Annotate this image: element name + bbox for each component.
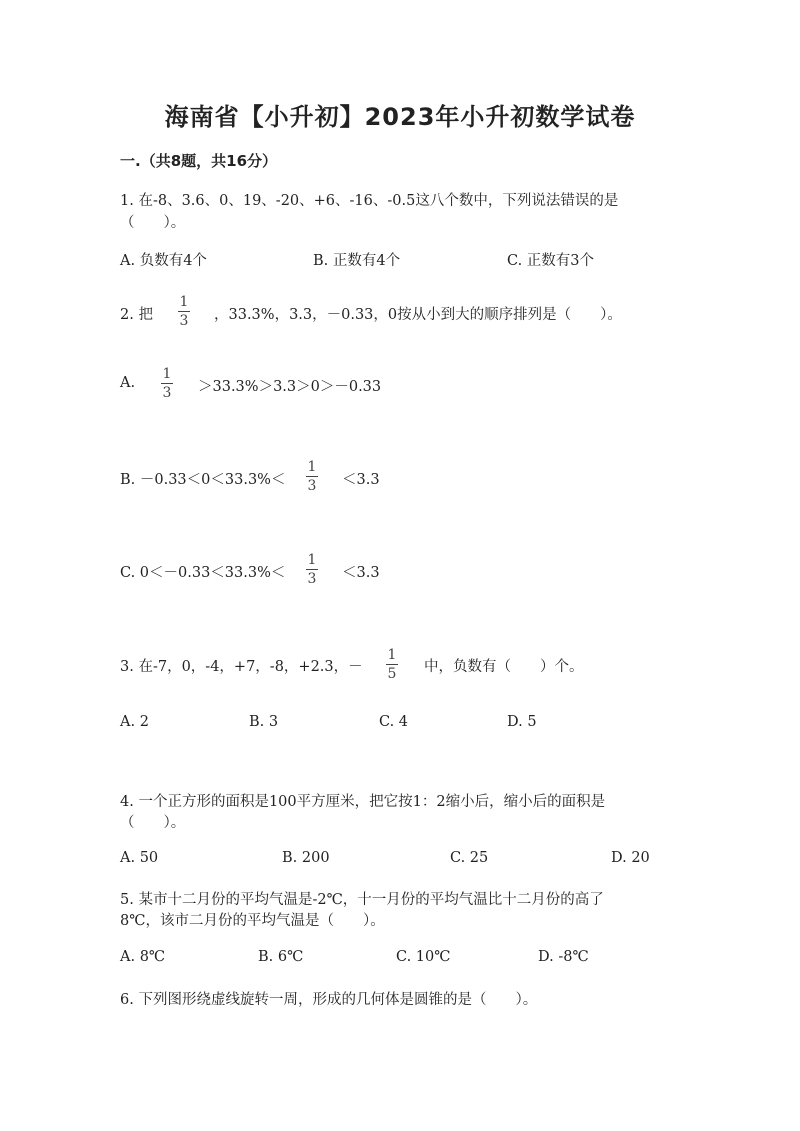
fraction-bar (386, 664, 398, 665)
question-4-option-c: C. 25 (450, 850, 489, 866)
question-2-option-a-text: ＞33.3%＞3.3＞0＞－0.33 (198, 379, 382, 395)
question-1-option-a: A. 负数有4个 (120, 253, 207, 269)
question-4-option-b: B. 200 (282, 850, 330, 866)
question-4-paren: （ ）。 (120, 815, 186, 831)
fraction-one-third (159, 366, 175, 401)
page-title: 海南省【小升初】2023年小升初数学试卷 (164, 103, 636, 131)
section-heading: 一.（共8题，共16分） (120, 152, 278, 170)
question-1-text: 1. 在-8、3.6、0、19、-20、+6、-16、-0.5这八个数中，下列说法错误的是 (120, 193, 619, 209)
fraction-denominator: 3 (307, 478, 317, 494)
question-6-text: 6. 下列图形绕虚线旋转一周，形成的几何体是圆锥的是（ ）。 (120, 992, 538, 1008)
question-1-paren: （ ）。 (120, 215, 186, 231)
fraction-one-fifth (384, 647, 400, 682)
fraction-numerator: 1 (387, 647, 397, 663)
question-5-option-d: D. -8℃ (538, 949, 589, 965)
fraction-numerator: 1 (179, 294, 189, 310)
fraction-bar (178, 311, 190, 312)
question-2-option-c-label: C. 0＜－0.33＜33.3%＜ (120, 565, 286, 581)
fraction-denominator: 5 (387, 666, 397, 682)
fraction-one-third (304, 552, 320, 587)
fraction-denominator: 3 (179, 313, 189, 329)
question-4-option-a: A. 50 (120, 850, 159, 866)
question-5-option-b: B. 6℃ (258, 949, 304, 965)
fraction-bar (306, 569, 318, 570)
question-2-option-b-text: ＜3.3 (342, 472, 380, 488)
question-2-option-c-text: ＜3.3 (342, 565, 380, 581)
question-1-option-c: C. 正数有3个 (507, 253, 595, 269)
fraction-numerator: 1 (307, 552, 317, 568)
question-2-option-a-label: A. (120, 375, 136, 391)
question-3-option-d: D. 5 (507, 714, 537, 730)
question-2-suffix: ，33.3%，3.3，－0.33，0按从小到大的顺序排列是（ ）。 (214, 307, 622, 323)
question-5-option-c: C. 10℃ (396, 949, 451, 965)
question-5-text-line2: 8℃，该市二月份的平均气温是（ ）。 (120, 913, 385, 929)
question-1-option-b: B. 正数有4个 (313, 253, 401, 269)
fraction-denominator: 3 (307, 571, 317, 587)
question-5-text: 5. 某市十二月份的平均气温是-2℃，十一月份的平均气温比十二月份的高了 (120, 892, 604, 908)
question-4-option-d: D. 20 (611, 850, 650, 866)
question-2-prefix: 2. 把 (120, 307, 153, 323)
fraction-one-third (176, 294, 192, 329)
question-5-option-a: A. 8℃ (120, 949, 166, 965)
question-3-suffix: 中，负数有（ ）个。 (424, 659, 584, 675)
fraction-numerator: 1 (307, 459, 317, 475)
question-4-text: 4. 一个正方形的面积是100平方厘米，把它按1：2缩小后，缩小后的面积是 (120, 794, 606, 810)
fraction-bar (161, 383, 173, 384)
fraction-bar (306, 476, 318, 477)
question-2-option-b-label: B. －0.33＜0＜33.3%＜ (120, 472, 286, 488)
fraction-one-third (304, 459, 320, 494)
question-3-prefix: 3. 在-7，0，-4，+7，-8，+2.3，－ (120, 659, 363, 675)
fraction-denominator: 3 (162, 385, 172, 401)
fraction-numerator: 1 (162, 366, 172, 382)
question-3-option-b: B. 3 (249, 714, 279, 730)
question-3-option-c: C. 4 (379, 714, 409, 730)
question-3-option-a: A. 2 (120, 714, 149, 730)
